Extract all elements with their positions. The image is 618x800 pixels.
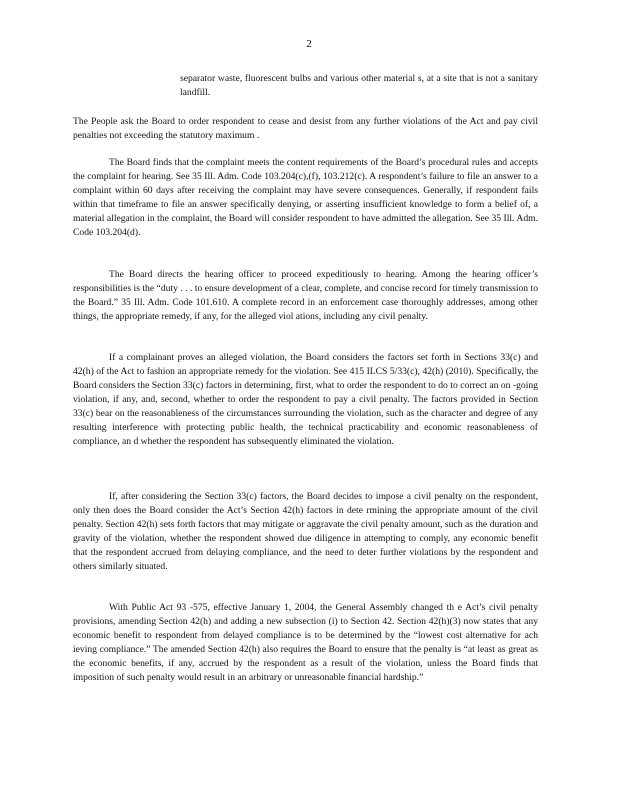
paragraph-relief-requested: The People ask the Board to order respondent to cease and desist from any further violations of the Act and pay civil penalties not exceeding the statutory maximum . [73, 116, 538, 141]
paragraph-hearing-officer: The Board directs the hearing officer to proceed expeditiously to hearing. Among the hearing officer’s responsibilities is the “duty . . . to ensure development of a clear, complete, and concise record for timely transmission to the Board.” 35 Ill. Adm. Code 101.610. A complete record in an enforcement case thoroughly addresses, among other things, the appropriate remedy, if any, for the alleged viol ations, including any civil penalty. [73, 269, 538, 322]
paragraph-section-33c: If a complainant proves an alleged violation, the Board considers the factors set forth in Sections 33(c) and 42(h) of the Act to fashion an appropriate remedy for the violation. See 415 ILCS 5/33(c), 42(h) (2010). Specifically, the Board considers the Section 33(c) factors in determining, first, what to order the respondent to do to correct an on -going violation, if any, and, second, whether to order the respondent to pay a civil penalty. The factors provided in Section 33(c) bear on the reasonableness of the circumstances surrounding the violation, such as the character and degree of any resulting interference with protecting public health, the technical practicability and economic reasonableness of compliance, an d whether the respondent has subsequently eliminated the violation. [73, 352, 538, 447]
paragraph-section-42h: If, after considering the Section 33(c) factors, the Board decides to impose a civil penalty on the respondent, only then does the Board consider the Act’s Section 42(h) factors in dete rmining the appropriate amount of the civil penalty. Section 42(h) sets forth factors that may mitigate or aggravate the civil penalty amount, such as the duration and gravity of the violation, whether the respondent showed due diligence in attempting to comply, any economic benefit that the respondent accrued from delaying compliance, and the need to deter further violations by the respondent and others similarly situated. [73, 491, 538, 572]
paragraph-public-act: With Public Act 93 -575, effective January 1, 2004, the General Assembly changed th e Act’s civil penalty provisions, amending Section 42(h) and adding a new subsection (i) to Section 42. Section 42(h)(3) now states that any economic benefit to respondent from delayed compliance is to be determined by the “lowest cost alternative for ach ieving compliance.” The amended Section 42(h) also requires the Board to ensure that the penalty is “at least as great as the economic benefits, if any, accrued by the respondent as a result of the violation, unless the Board finds that imposition of such penalty would result in an arbitrary or unreasonable financial hardship.” [73, 602, 538, 683]
paragraph-complaint-accepted: The Board finds that the complaint meets the content requirements of the Board’s procedural rules and accepts the complaint for hearing. See 35 Ill. Adm. Code 103.204(c),(f), 103.212(c). A respondent’s failure to file an answer to a complaint within 60 days after receiving the complaint may have severe consequences. Generally, if respondent fails within that timeframe to file an answer specifically denying, or asserting insufficient knowledge to form a belief of, a material allegation in the complaint, the Board will consider respondent to have admitted the allegation. See 35 Ill. Adm. Code 103.204(d). [73, 157, 538, 238]
block-quote: separator waste, fluorescent bulbs and various other material s, at a site that is not a sanitary landfill. [180, 73, 538, 98]
page-number: 2 [306, 38, 312, 50]
